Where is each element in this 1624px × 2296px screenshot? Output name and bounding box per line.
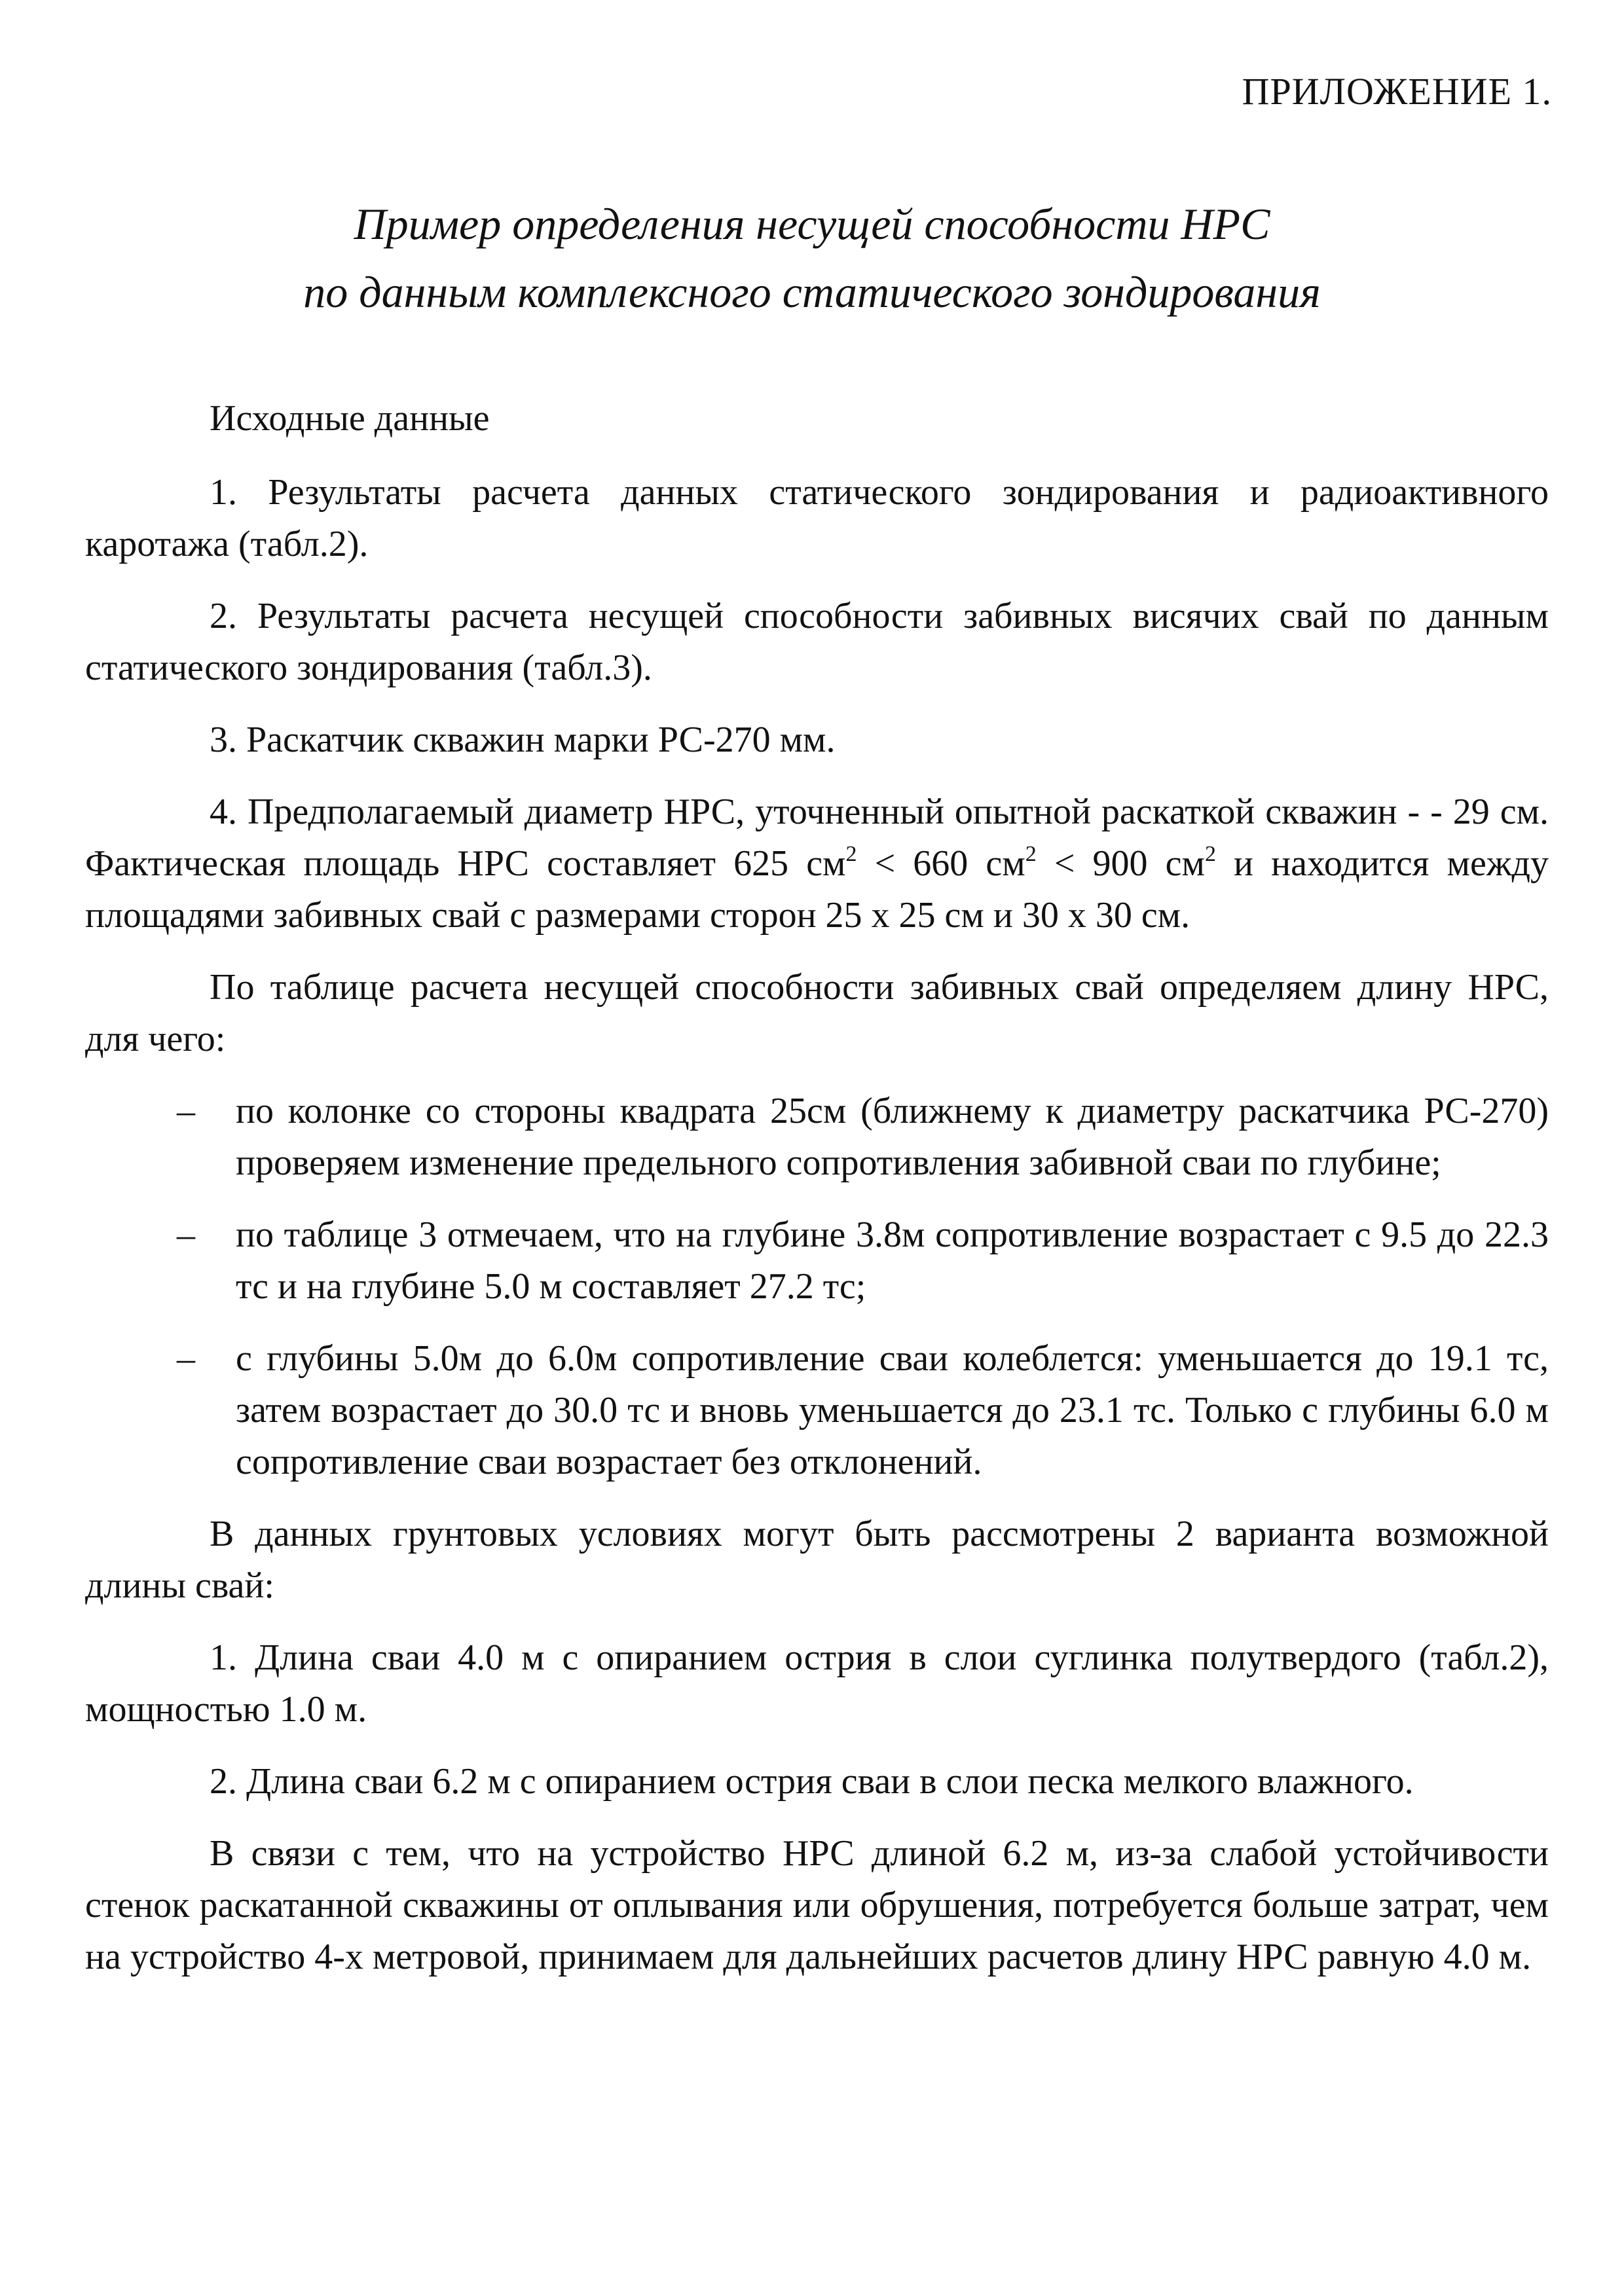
paragraph-4-part-b: < 660 см xyxy=(857,843,1025,884)
paragraph-1: 1. Результаты расчета данных статического зондирования и радиоактивного каротажа (табл.2). xyxy=(85,472,1549,564)
list-item-text: по колонке со стороны квадрата 25см (ближнему к диаметру раскатчика РС-270) проверяем изменение предельного сопротивления забивной сваи по глубине; xyxy=(236,1091,1549,1183)
list-item xyxy=(85,1209,1549,1313)
paragraph-2: 2. Результаты расчета несущей способности забивных висячих свай по данным статического зондирования (табл.3). xyxy=(85,596,1549,688)
paragraph-5: По таблице расчета несущей способности забивных свай определяем длину НРС, для чего: xyxy=(85,967,1549,1059)
title-line-1: Пример определения несущей способности НРС xyxy=(354,199,1270,249)
section-heading: Исходные данные xyxy=(210,398,490,439)
bullet-dash: – xyxy=(177,1214,195,1255)
paragraph-3: 3. Раскатчик скважин марки РС-270 мм. xyxy=(210,720,836,760)
list-item-text: с глубины 5.0м до 6.0м сопротивление сваи колеблется: уменьшается до 19.1 тс, затем возрастает до 30.0 тс и вновь уменьшается до 23.1 тс. Только с глубины 6.0 м сопротивление сваи возрастает без отклонений. xyxy=(236,1338,1549,1482)
paragraph-7: 1. Длина сваи 4.0 м с опиранием острия в слои суглинка полутвердого (табл.2), мощностью 1.0 м. xyxy=(85,1637,1549,1730)
bullet-dash: – xyxy=(177,1091,195,1131)
bullet-list xyxy=(85,1085,1549,1488)
bullet-dash: – xyxy=(177,1338,195,1379)
superscript-square: 2 xyxy=(1025,842,1037,866)
paragraph-4-part-d: и находится между площадями забивных свай с размерами сторон 25 х 25 см и 30 х 30 см. xyxy=(85,843,1549,936)
paragraph-9: В связи с тем, что на устройство НРС длиной 6.2 м, из-за слабой устойчивости стенок раскатанной скважины от оплывания или обрушения, потребуется больше затрат, чем на устройство 4-х метровой, принимаем для дальнейших расчетов длину НРС равную 4.0 м. xyxy=(85,1833,1549,1977)
paragraph-4-part-c: < 900 см xyxy=(1036,843,1205,884)
document-title xyxy=(92,190,1532,326)
list-item xyxy=(85,1333,1549,1488)
superscript-square: 2 xyxy=(845,842,857,866)
superscript-square: 2 xyxy=(1204,842,1216,866)
paragraph-6: В данных грунтовых условиях могут быть рассмотрены 2 варианта возможной длины свай: xyxy=(85,1514,1549,1606)
paragraph-4-part-a: 4. Предполагаемый диаметр НРС, уточненный опытной раскаткой скважин - - 29 см. Фактическая площадь НРС составляет 625 см xyxy=(85,792,1549,884)
list-item-text: по таблице 3 отмечаем, что на глубине 3.8м сопротивление возрастает с 9.5 до 22.3 тс и на глубине 5.0 м составляет 27.2 тс; xyxy=(236,1214,1549,1307)
list-item xyxy=(85,1085,1549,1189)
paragraph-8: 2. Длина сваи 6.2 м с опиранием острия сваи в слои песка мелкого влажного. xyxy=(210,1761,1414,1802)
document-body xyxy=(85,393,1549,2003)
appendix-label: ПРИЛОЖЕНИЕ 1. xyxy=(1242,70,1552,113)
title-line-2: по данным комплексного статического зондирования xyxy=(303,267,1321,317)
paragraph-4 xyxy=(85,786,1549,941)
